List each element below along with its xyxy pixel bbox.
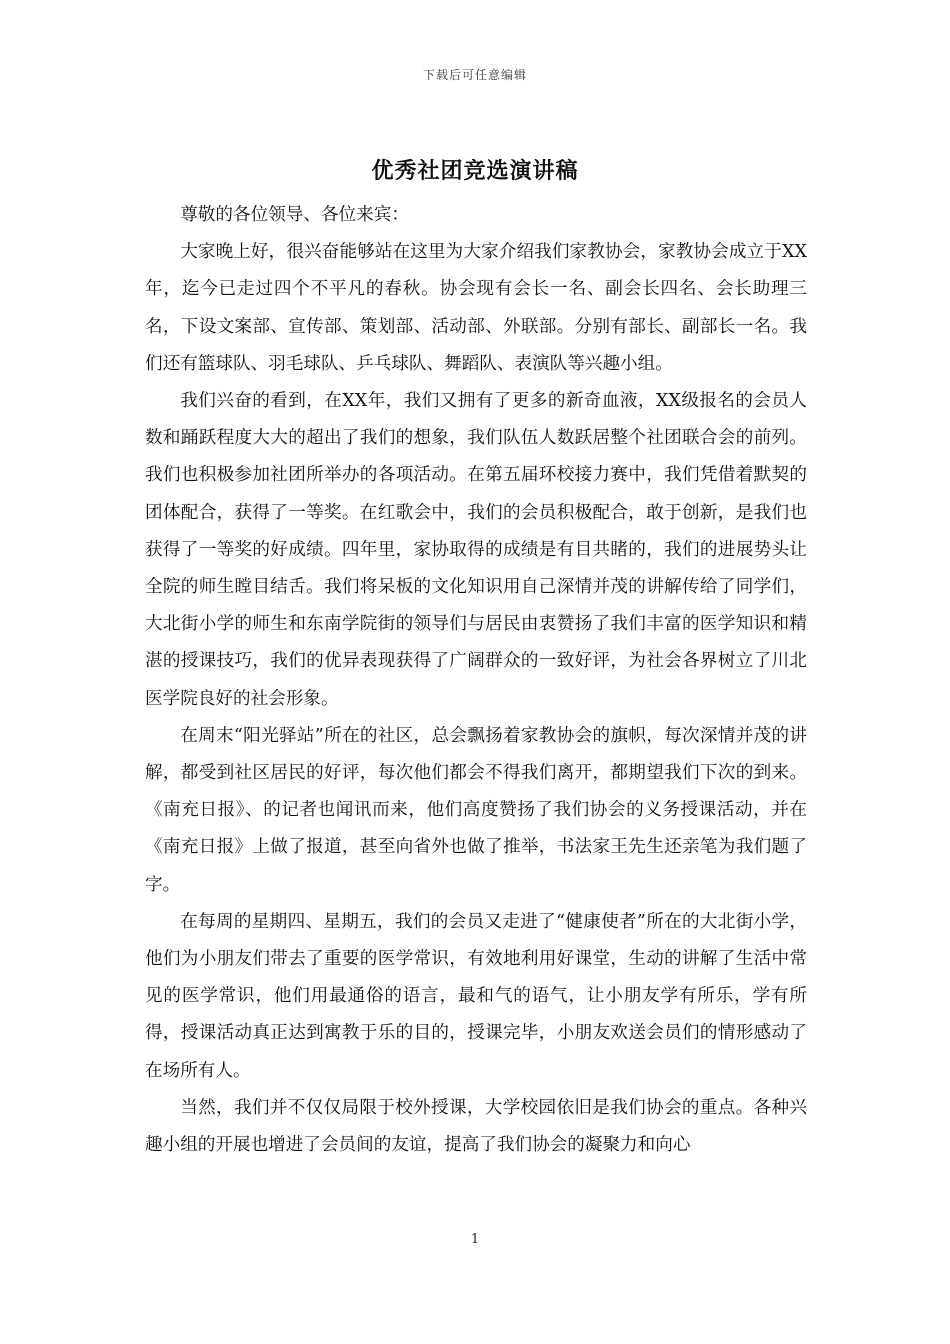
community-paragraph: 在周末“阳光驿站”所在的社区，总会飘扬着家教协会的旗帜，每次深情并茂的讲解，都受到社区居民的好评，每次他们都会不得我们离开，都期望我们下次的到来。《南充日报》、的记者也闻讯而来，他们高度赞扬了我们协会的义务授课活动，并在《南充日报》上做了报道，甚至向省外也做了推举，书法家王先生还亲笔为我们题了字。 <box>145 725 807 895</box>
page-number: 1 <box>470 1232 480 1247</box>
campus-paragraph: 当然，我们并不仅仅局限于校外授课，大学校园依旧是我们协会的重点。各种兴趣小组的开展也增进了会员间的友谊，提高了我们协会的凝聚力和向心 <box>145 1097 807 1156</box>
document-title: 优秀社团竞选演讲稿 <box>371 158 579 184</box>
intro-paragraph: 大家晚上好，很兴奋能够站在这里为大家介绍我们家教协会，家教协会成立于XX年，迄今已走过四个不平凡的春秋。协会现有会长一名、副会长四名、会长助理三名，下设文案部、宣传部、策划部、活动部、外联部。分别有部长、副部长一名。我们还有篮球队、羽毛球队、乒乓球队、舞蹈队、表演队等兴趣小组。 <box>145 242 807 374</box>
page-header: 下载后可任意编辑 <box>422 68 527 82</box>
achievements-paragraph: 我们兴奋的看到，在XX年，我们又拥有了更多的新奇血液，XX级报名的会员人数和踊跃程度大大的超出了我们的想象，我们队伍人数跃居整个社团联合会的前列。我们也积极参加社团所举办的各项活动。在第五届环校接力赛中，我们凭借着默契的团体配合，获得了一等奖。在红歌会中，我们的会员积极配合，敢于创新，是我们也获得了一等奖的好成绩。四年里，家协取得的成绩是有目共睹的，我们的进展势头让全院的师生瞠目结舌。我们将呆板的文化知识用自己深情并茂的讲解传给了同学们，大北街小学的师生和东南学院街的领导们与居民由衷赞扬了我们丰富的医学知识和精湛的授课技巧，我们的优异表现获得了广阔群众的一致好评，为社会各界树立了川北医学院良好的社会形象。 <box>145 391 807 709</box>
salutation-paragraph: 尊敬的各位领导、各位来宾： <box>180 205 409 225</box>
school-teaching-paragraph: 在每周的星期四、星期五，我们的会员又走进了“健康使者”所在的大北街小学，他们为小朋友们带去了重要的医学常识，有效地利用好课堂，生动的讲解了生活中常见的医学常识，他们用最通俗的语言，最和气的语气，让小朋友学有所乐，学有所得，授课活动真正达到寓教于乐的目的，授课完毕，小朋友欢送会员们的情形感动了在场所有人。 <box>145 911 807 1081</box>
document-body <box>145 197 807 1164</box>
